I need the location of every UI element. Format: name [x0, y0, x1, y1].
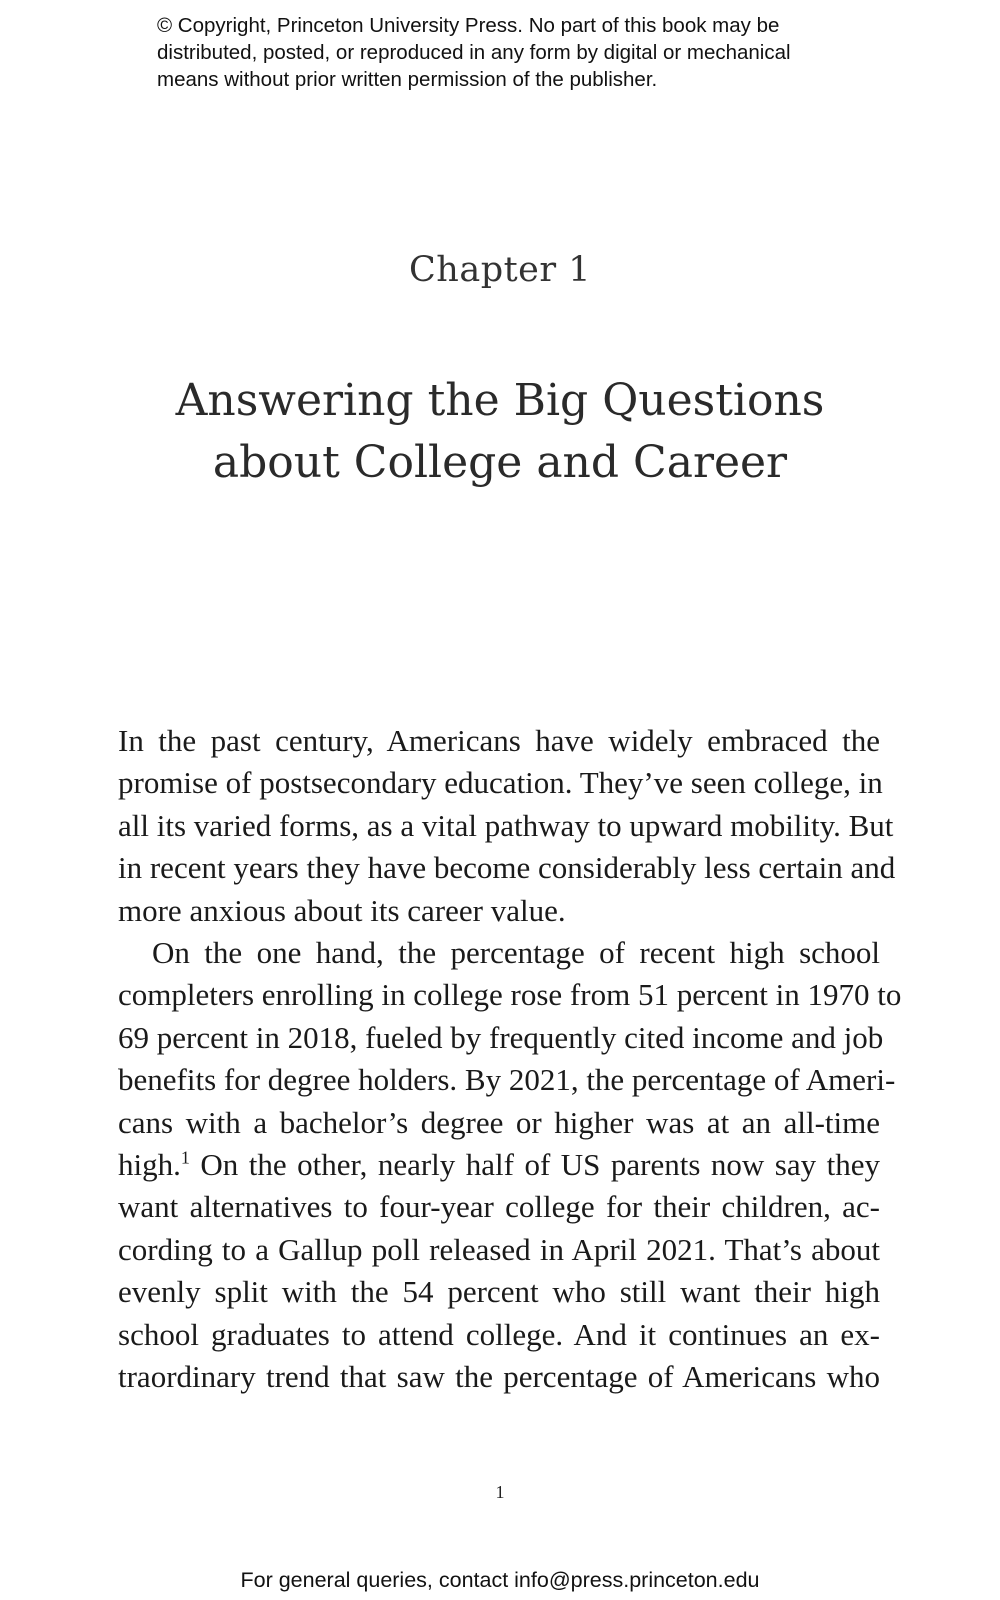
- text-line: evenly split with the 54 percent who still want their high: [118, 1274, 880, 1310]
- text-line: traordinary trend that saw the percentage of Americans who: [118, 1359, 880, 1395]
- text-line: promise of postsecondary education. They’ve seen college, in: [118, 765, 883, 801]
- text-line: more anxious about its career value.: [118, 892, 566, 928]
- chapter-title-line: about College and Career: [212, 437, 788, 488]
- text-line: cans with a bachelor’s degree or higher was at an all-time: [118, 1104, 880, 1140]
- chapter-title: [0, 370, 1000, 494]
- paragraph: [118, 720, 896, 932]
- copyright-line: means without prior written permission of the publisher.: [157, 68, 658, 91]
- chapter-title-line: Answering the Big Questions: [175, 375, 825, 426]
- text-line: completers enrolling in college rose from 51 percent in 1970 to: [118, 977, 902, 1013]
- copyright-line: distributed, posted, or reproduced in any form by digital or mechanical: [157, 41, 791, 64]
- copyright-notice: [157, 12, 917, 93]
- page-number: 1: [495, 1482, 505, 1502]
- text-line: in recent years they have become considerably less certain and: [118, 850, 896, 886]
- text-line: On the one hand, the percentage of recent high school: [152, 935, 880, 971]
- body-text: [118, 720, 902, 1399]
- text-line: cording to a Gallup poll released in April 2021. That’s about: [118, 1231, 880, 1267]
- text-line: 69 percent in 2018, fueled by frequently cited income and job: [118, 1019, 884, 1055]
- text-line: all its varied forms, as a vital pathway to upward mobility. But: [118, 807, 894, 843]
- text-line: want alternatives to four-year college for their children, ac-: [118, 1189, 880, 1225]
- paragraph: [118, 932, 902, 1398]
- chapter-label: Chapter 1: [409, 250, 591, 290]
- text-line: benefits for degree holders. By 2021, the percentage of Ameri-: [118, 1062, 896, 1098]
- footnote-reference[interactable]: 1: [180, 1147, 190, 1168]
- copyright-line: © Copyright, Princeton University Press. No part of this book may be: [157, 14, 780, 37]
- text-line: school graduates to attend college. And it continues an ex-: [118, 1316, 880, 1352]
- text-line: In the past century, Americans have widely embraced the: [118, 723, 880, 758]
- text-fragment: high.: [118, 1147, 181, 1183]
- text-fragment: On the other, nearly half of US parents now say they: [189, 1147, 880, 1183]
- footer-contact: For general queries, contact info@press.princeton.edu: [240, 1568, 760, 1592]
- text-line: [118, 1144, 880, 1186]
